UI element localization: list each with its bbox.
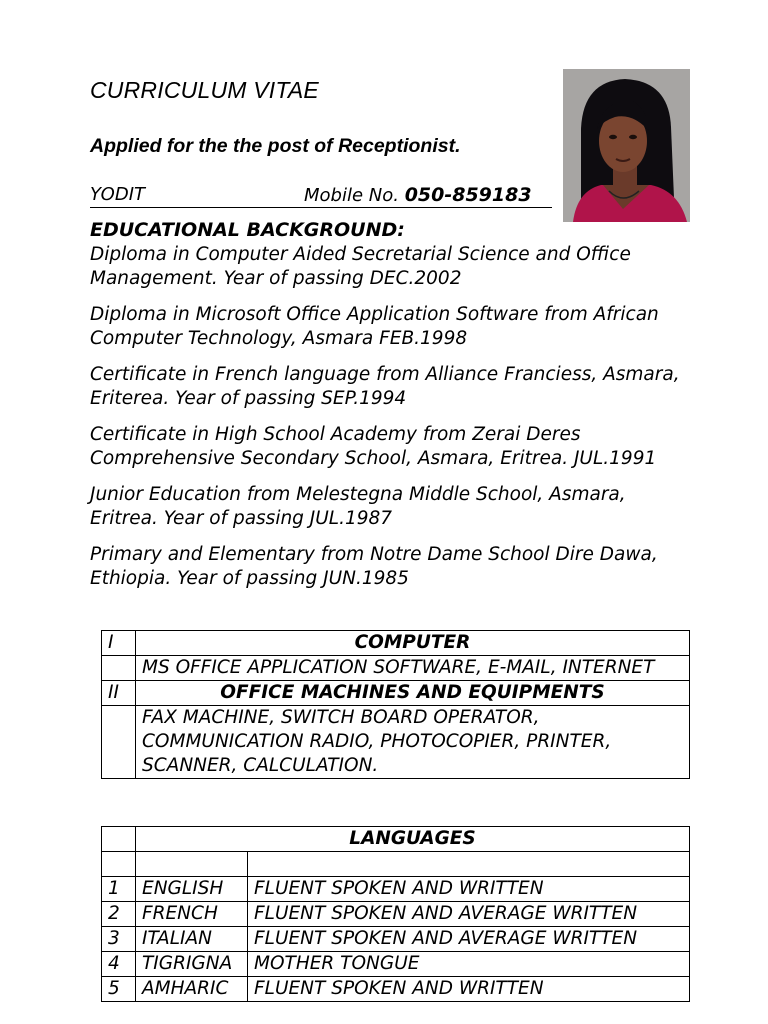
language-name: TIGRIGNA bbox=[136, 952, 248, 977]
row-number: 4 bbox=[102, 952, 136, 977]
applied-post: Applied for the the post of Receptionist. bbox=[90, 135, 461, 157]
mobile-number: 050-859183 bbox=[404, 184, 532, 206]
row-number: 2 bbox=[102, 902, 136, 927]
computer-skills: MS OFFICE APPLICATION SOFTWARE, E-MAIL, INTERNET bbox=[136, 656, 690, 681]
table-row bbox=[102, 656, 690, 681]
language-level: FLUENT SPOKEN AND AVERAGE WRITTEN bbox=[248, 902, 690, 927]
table-row bbox=[102, 631, 690, 656]
mobile-info bbox=[304, 184, 532, 206]
table-row bbox=[102, 877, 690, 902]
education-item: Certificate in High School Academy from Zerai Deres Comprehensive Secondary School, Asmara, Eritrea. JUL.1991 bbox=[90, 423, 657, 469]
row-number: 3 bbox=[102, 927, 136, 952]
table-row bbox=[102, 902, 690, 927]
section-number: I bbox=[102, 631, 136, 656]
empty-cell bbox=[102, 656, 136, 681]
applicant-name: YODIT bbox=[90, 184, 146, 205]
language-name: AMHARIC bbox=[136, 977, 248, 1002]
table-row bbox=[102, 927, 690, 952]
section-title-office-machines: OFFICE MACHINES AND EQUIPMENTS bbox=[136, 681, 690, 706]
office-machine-skills: FAX MACHINE, SWITCH BOARD OPERATOR, COMMUNICATION RADIO, PHOTOCOPIER, PRINTER, SCANNER, CALCULATION. bbox=[136, 706, 690, 779]
empty-cell bbox=[136, 852, 248, 877]
table-row bbox=[102, 977, 690, 1002]
applicant-photo bbox=[563, 69, 690, 222]
row-number: 1 bbox=[102, 877, 136, 902]
education-item: Diploma in Computer Aided Secretarial Science and Office Management. Year of passing DEC.2002 bbox=[90, 243, 631, 289]
table-row bbox=[102, 952, 690, 977]
language-level: FLUENT SPOKEN AND WRITTEN bbox=[248, 977, 690, 1002]
document-title: CURRICULUM VITAE bbox=[90, 77, 319, 103]
name-mobile-line bbox=[90, 183, 552, 208]
empty-cell bbox=[102, 827, 136, 852]
language-name: ENGLISH bbox=[136, 877, 248, 902]
languages-title: LANGUAGES bbox=[136, 827, 690, 852]
language-level: MOTHER TONGUE bbox=[248, 952, 690, 977]
table-row bbox=[102, 852, 690, 877]
education-item: Primary and Elementary from Notre Dame School Dire Dawa, Ethiopia. Year of passing JUN.1985 bbox=[90, 543, 658, 589]
empty-cell bbox=[248, 852, 690, 877]
languages-table bbox=[101, 826, 690, 1002]
language-level: FLUENT SPOKEN AND WRITTEN bbox=[248, 877, 690, 902]
section-title-computer: COMPUTER bbox=[136, 631, 690, 656]
mobile-label: Mobile No. bbox=[304, 185, 405, 206]
language-name: ITALIAN bbox=[136, 927, 248, 952]
empty-cell bbox=[102, 852, 136, 877]
education-heading: EDUCATIONAL BACKGROUND: bbox=[90, 219, 405, 241]
educational-background bbox=[90, 218, 690, 603]
table-row bbox=[102, 681, 690, 706]
row-number: 5 bbox=[102, 977, 136, 1002]
language-name: FRENCH bbox=[136, 902, 248, 927]
empty-cell bbox=[102, 706, 136, 779]
education-item: Junior Education from Melestegna Middle School, Asmara, Eritrea. Year of passing JUL.1987 bbox=[90, 483, 626, 529]
table-row bbox=[102, 827, 690, 852]
education-item: Certificate in French language from Alliance Franciess, Asmara, Eriterea. Year of passing SEP.1994 bbox=[90, 363, 680, 409]
skills-table bbox=[101, 630, 690, 779]
section-number: II bbox=[102, 681, 136, 706]
portrait-image bbox=[563, 69, 690, 222]
table-row bbox=[102, 706, 690, 779]
education-item: Diploma in Microsoft Office Application Software from African Computer Technology, Asmara FEB.1998 bbox=[90, 303, 659, 349]
language-level: FLUENT SPOKEN AND AVERAGE WRITTEN bbox=[248, 927, 690, 952]
